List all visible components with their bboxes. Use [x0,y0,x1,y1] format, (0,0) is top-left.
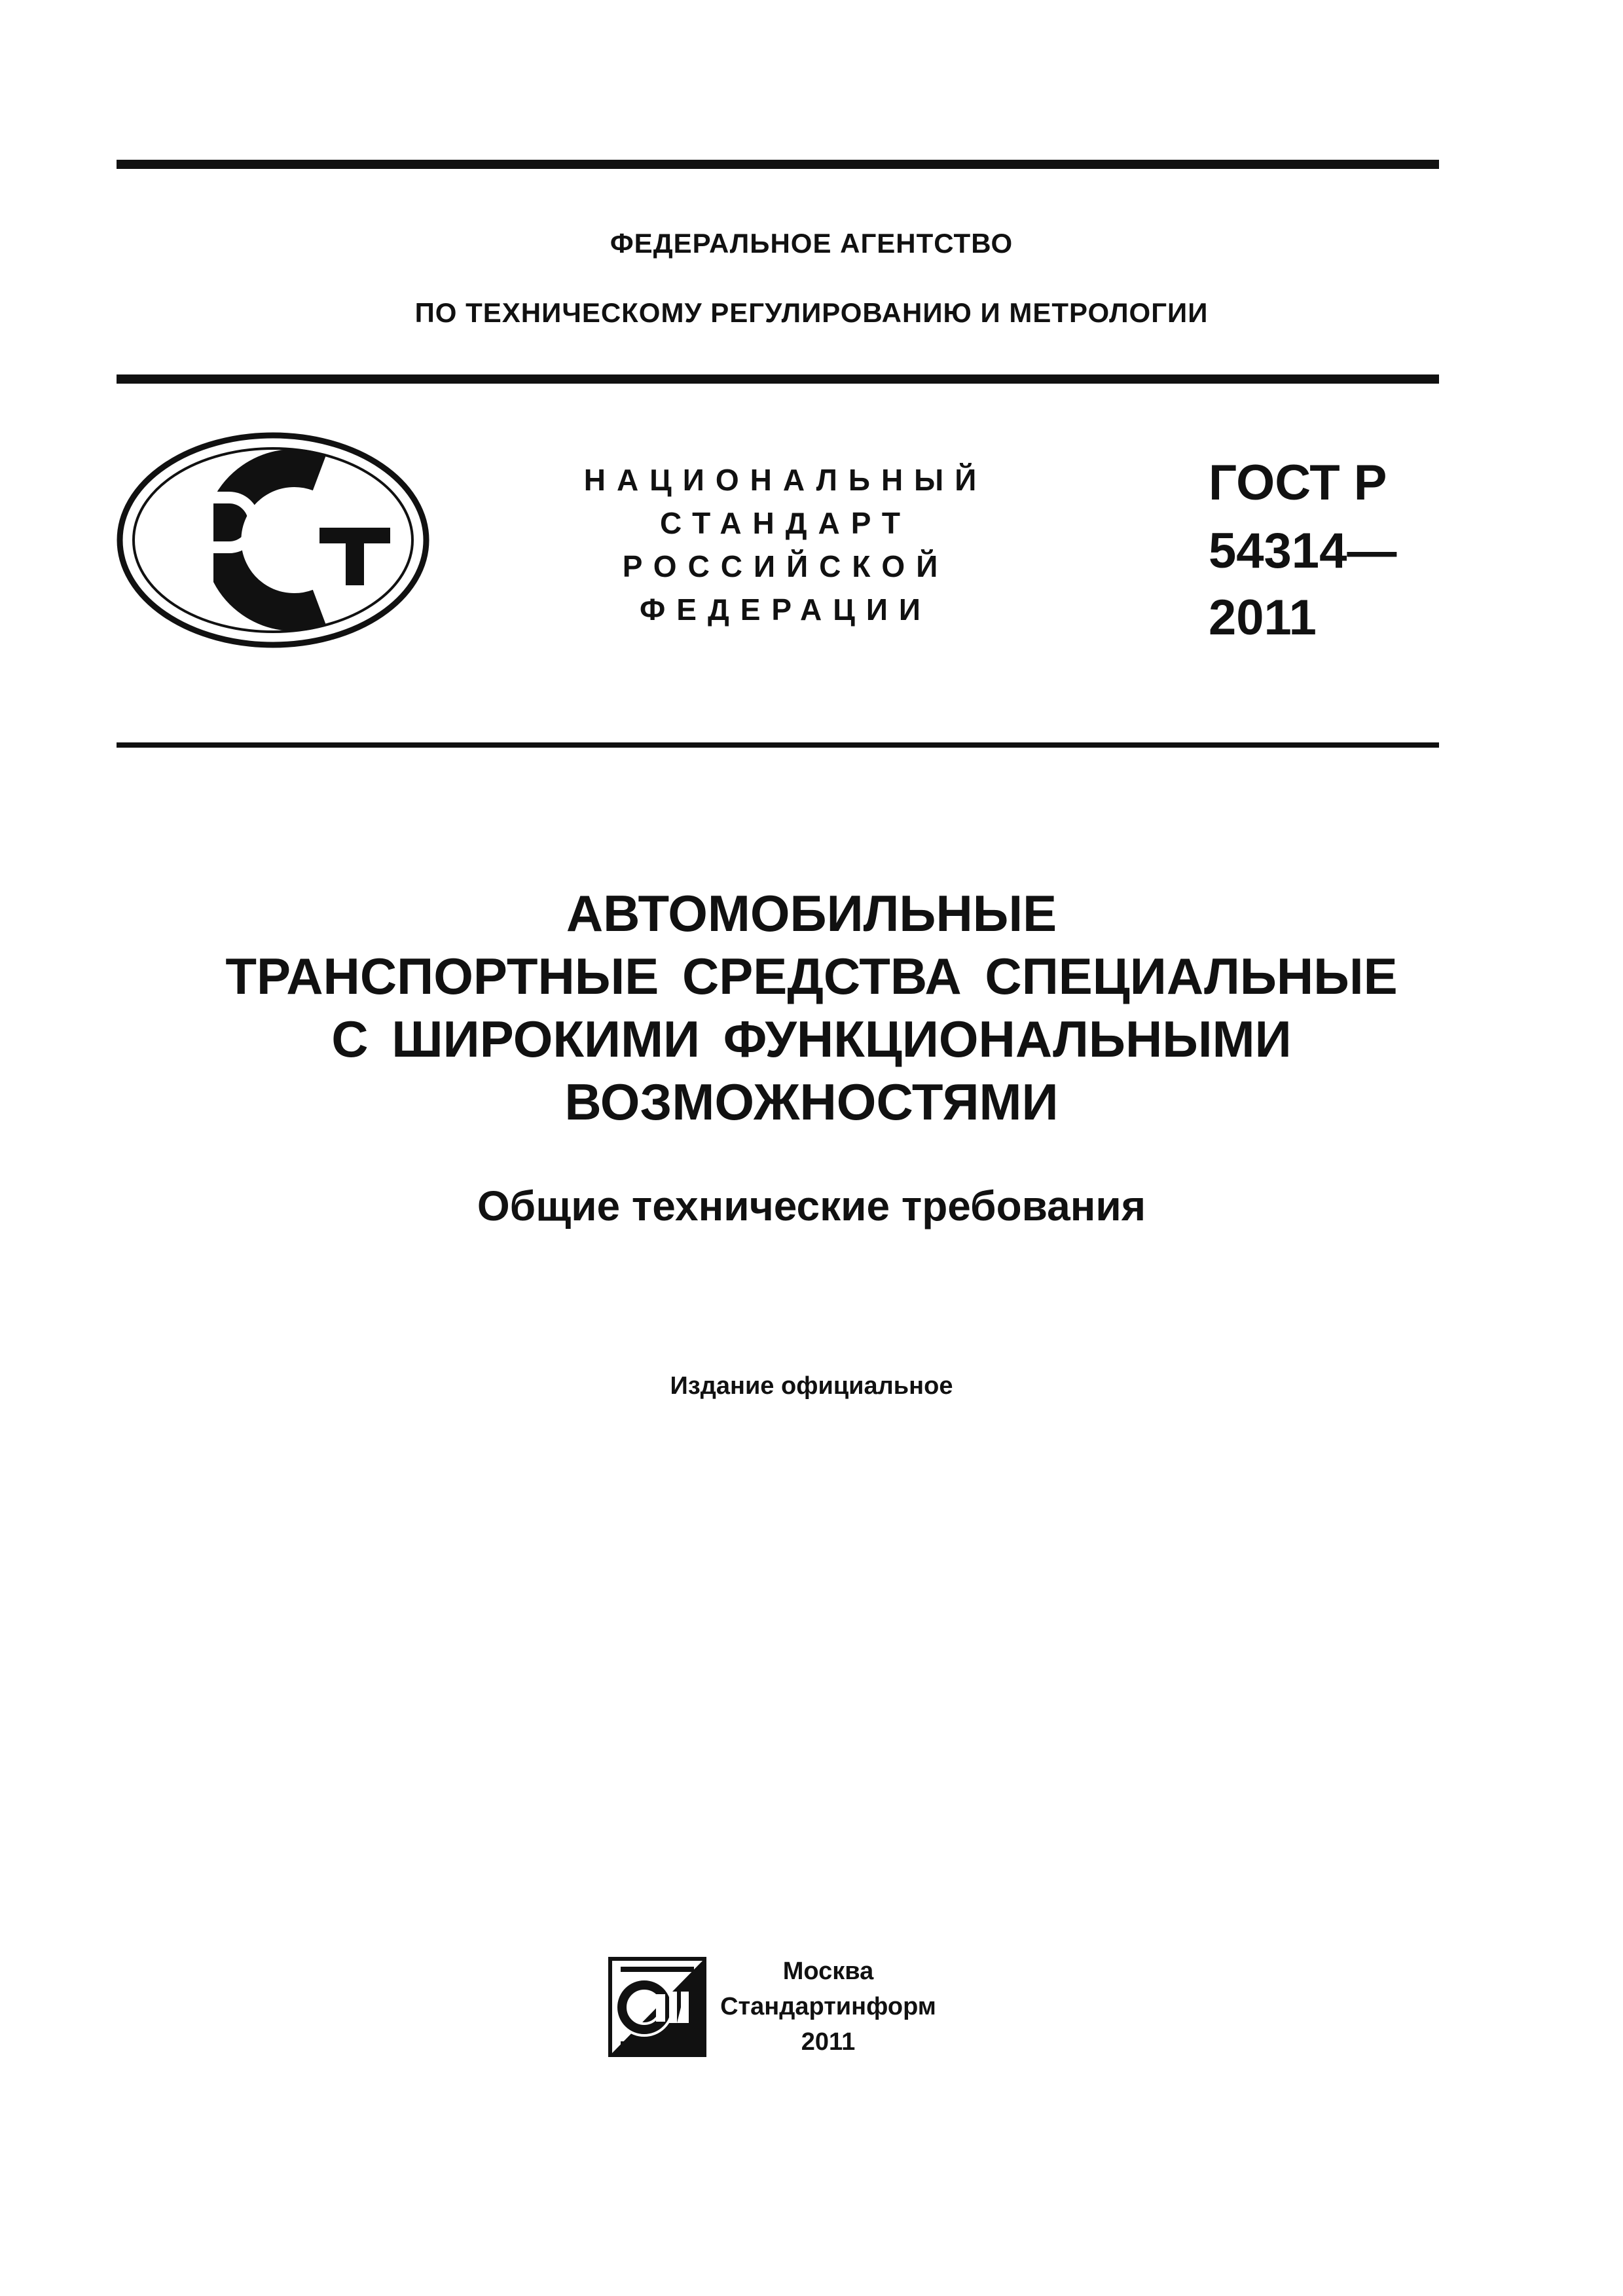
imprint-year: 2011 [801,2028,856,2056]
title-line-4: ВОЗМОЖНОСТЯМИ [564,1073,1059,1131]
agency-name-line-1: ФЕДЕРАЛЬНОЕ АГЕНТСТВО [610,228,1013,259]
designation-line-1: ГОСТ Р [1209,455,1387,511]
standard-type-line-1: НАЦИОНАЛЬНЫЙ [583,463,988,497]
standard-type-line-3: РОССИЙСКОЙ [622,549,949,583]
header-bottom-rule [117,742,1439,748]
standard-type-line-2: СТАНДАРТ [660,506,911,540]
agency-name-line-2: ПО ТЕХНИЧЕСКОМУ РЕГУЛИРОВАНИЮ И МЕТРОЛОГИИ [414,297,1209,328]
designation-line-3: 2011 [1209,590,1317,646]
imprint-publisher: Стандартинформ [720,1993,936,2020]
title-line-3: С ШИРОКИМИ ФУНКЦИОНАЛЬНЫМИ [331,1010,1292,1068]
title-line-1: АВТОМОБИЛЬНЫЕ [566,884,1057,942]
top-rule [117,160,1439,169]
subtitle: Общие технические требования [477,1182,1146,1230]
title-line-2: ТРАНСПОРТНЫЕ СРЕДСТВА СПЕЦИАЛЬНЫЕ [225,947,1398,1005]
standard-type-line-4: ФЕДЕРАЦИИ [640,592,932,627]
imprint-city: Москва [782,1958,874,1985]
designation-line-2: 54314— [1209,523,1397,579]
rst-certification-mark-icon [117,432,429,648]
agency-rule [117,374,1439,384]
standartinform-logo-icon [608,1956,707,2058]
edition-note: Издание официальное [670,1372,953,1400]
